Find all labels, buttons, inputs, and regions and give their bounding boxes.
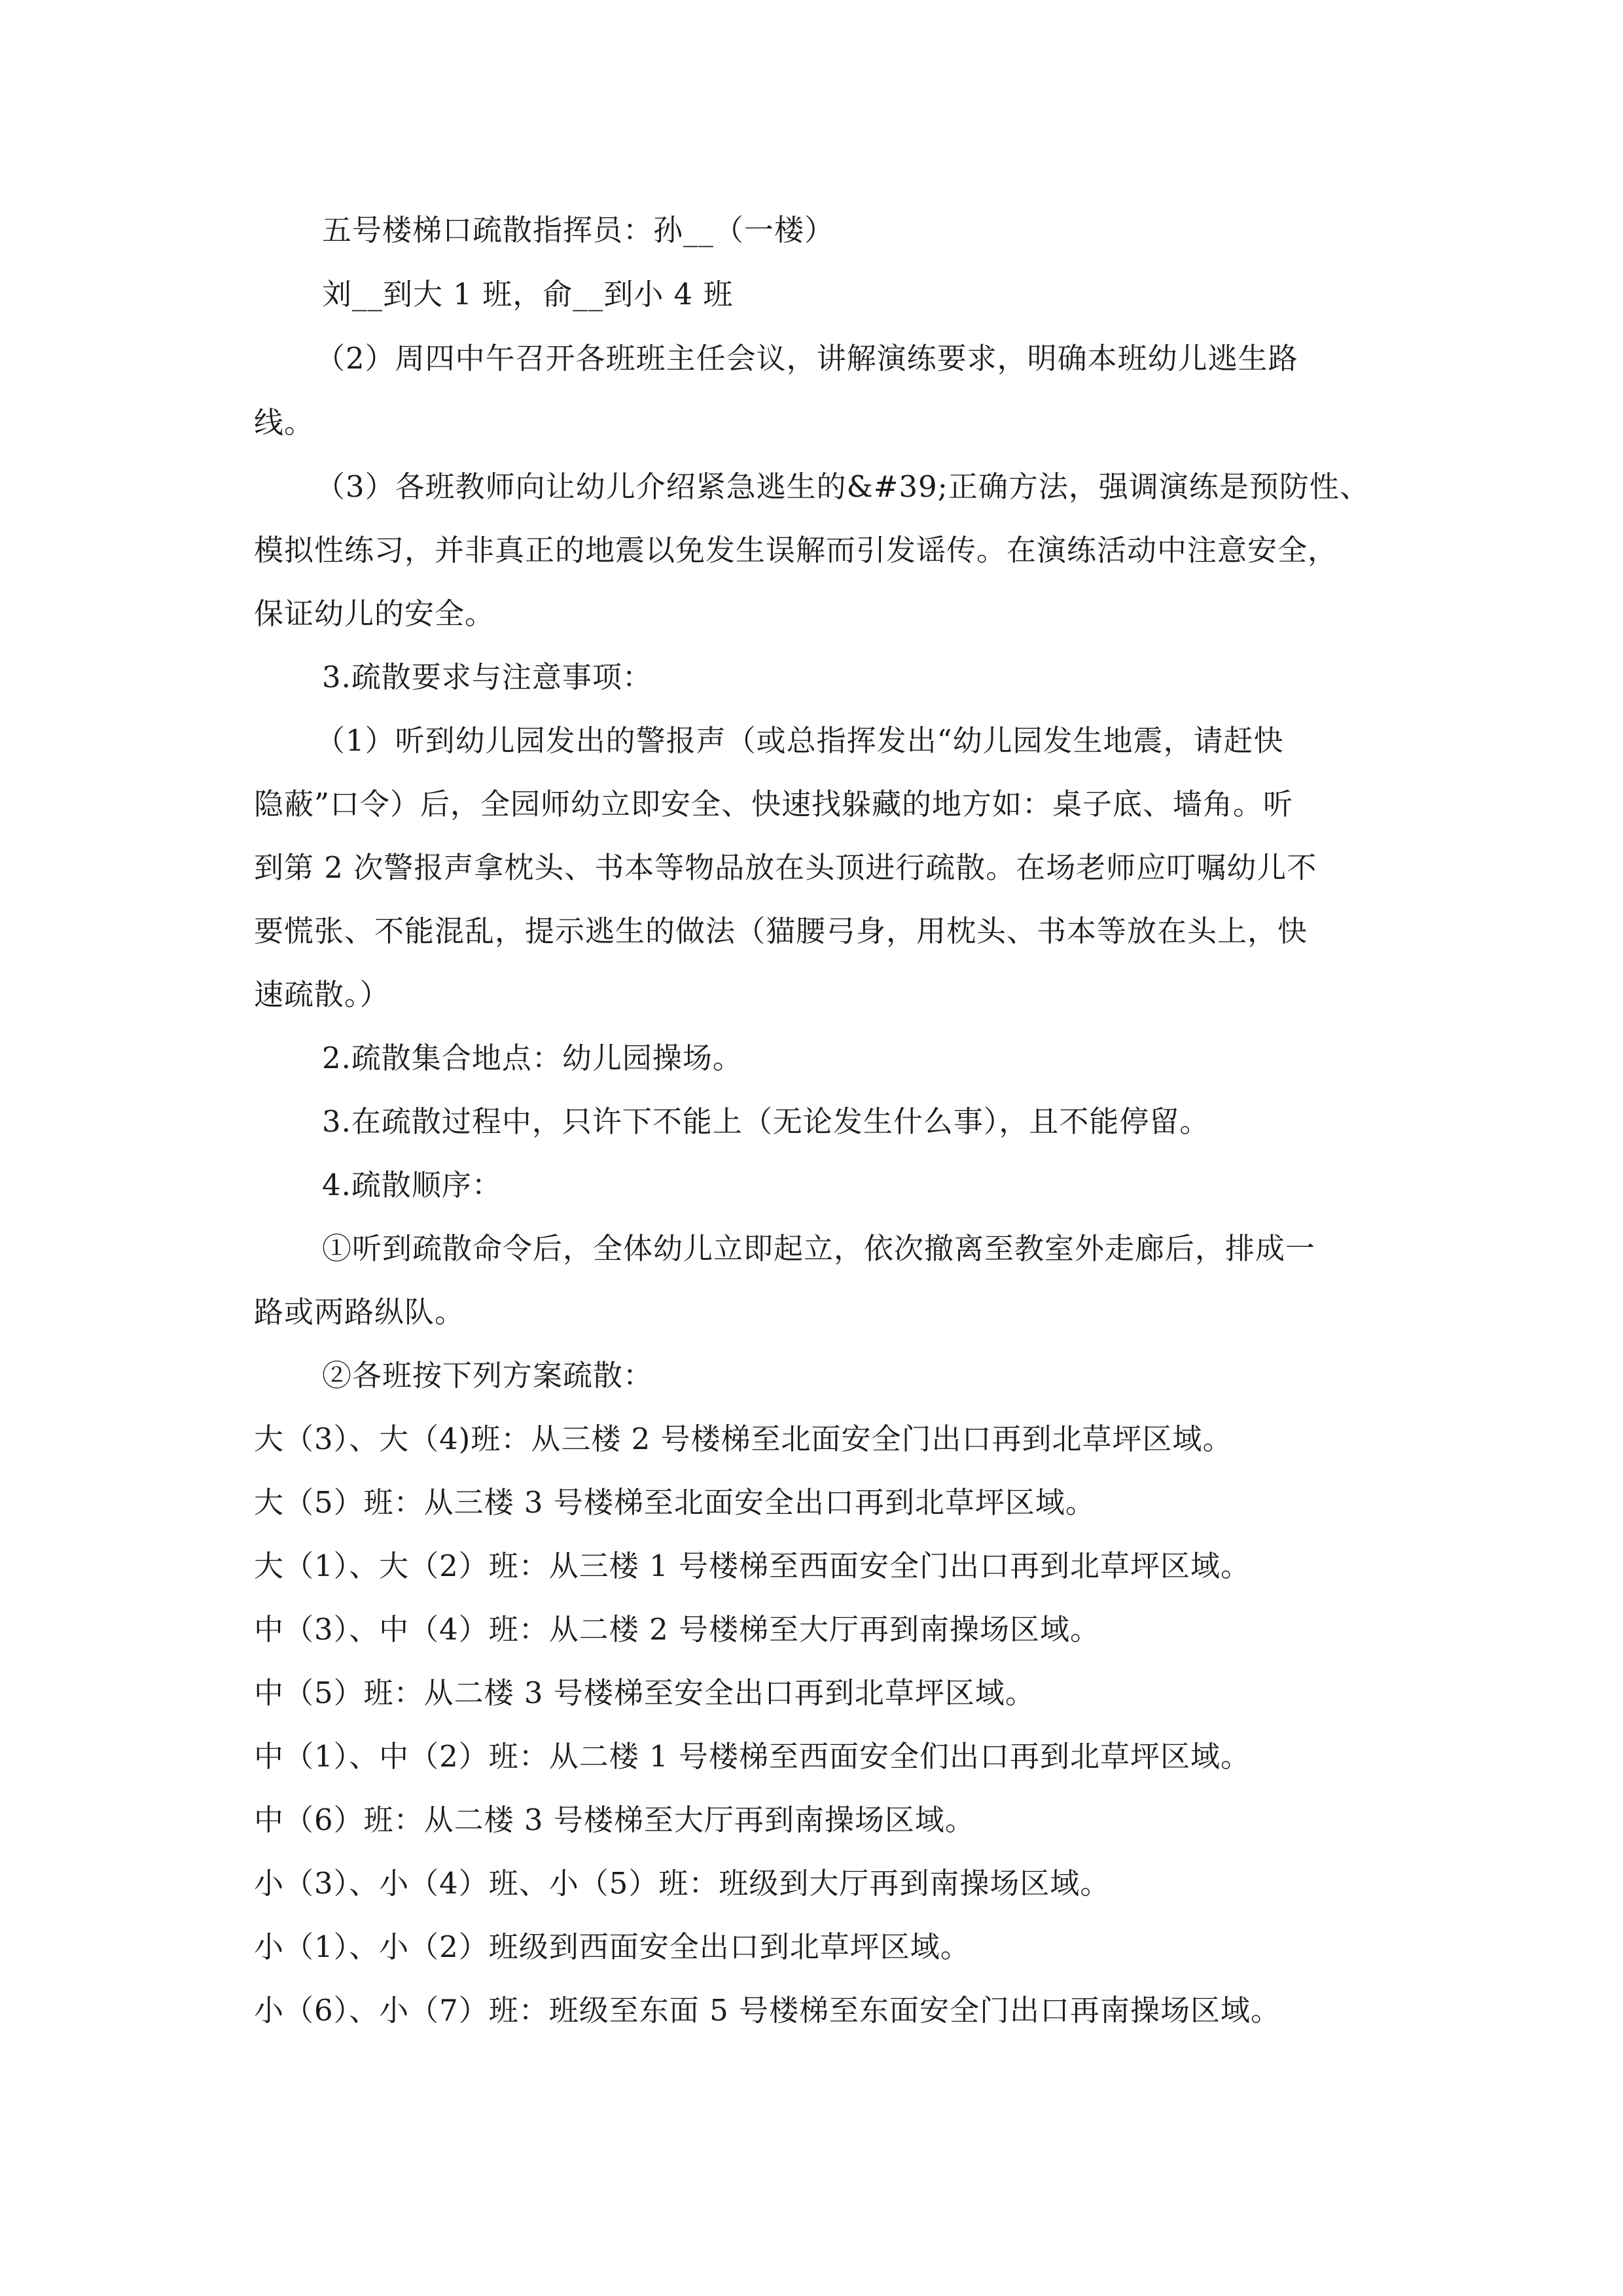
paragraph-line: 到第 2 次警报声拿枕头、书本等物品放在头顶进行疏散。在场老师应叮嘱幼儿不 <box>254 850 1317 885</box>
paragraph-line: ②各班按下列方案疏散： <box>322 1358 654 1393</box>
list-item: 小（3）、小（4）班、小（5）班：班级到大厅再到南操场区域。 <box>254 1866 1111 1901</box>
list-item: 中（5）班：从二楼 3 号楼梯至安全出口再到北草坪区域。 <box>254 1676 1035 1710</box>
paragraph-line: 模拟性练习，并非真正的地震以免发生误解而引发谣传。在演练活动中注意安全， <box>254 533 1338 567</box>
list-item: 大（1）、大（2）班：从三楼 1 号楼梯至西面安全门出口再到北草坪区域。 <box>254 1549 1251 1583</box>
list-item: 小（6）、小（7）班：班级至东面 5 号楼梯至东面安全门出口再南操场区域。 <box>254 1993 1281 2028</box>
paragraph-line: 隐蔽”口令）后，全园师幼立即安全、快速找躲藏的地方如：桌子底、墙角。听 <box>254 787 1294 821</box>
paragraph-line: （3）各班教师向让幼儿介绍紧急逃生的&#39;正确方法，强调演练是预防性、 <box>315 469 1370 504</box>
paragraph-line: 刘__到大 1 班，俞__到小 4 班 <box>322 277 734 312</box>
paragraph-line: 要慌张、不能混乱，提示逃生的做法（猫腰弓身，用枕头、书本等放在头上，快 <box>254 914 1308 948</box>
section-heading: 4.疏散顺序： <box>322 1168 502 1202</box>
paragraph-line: ①听到疏散命令后，全体幼儿立即起立，依次撤离至教室外走廊后，排成一 <box>322 1231 1316 1266</box>
list-item: 中（1）、中（2）班：从二楼 1 号楼梯至西面安全们出口再到北草坪区域。 <box>254 1739 1251 1774</box>
paragraph-line: 五号楼梯口疏散指挥员：孙__（一楼） <box>322 213 835 247</box>
paragraph-line: （2）周四中午召开各班班主任会议，讲解演练要求，明确本班幼儿逃生路 <box>315 341 1298 376</box>
section-heading: 3.疏散要求与注意事项： <box>322 660 652 694</box>
paragraph-line: 线。 <box>254 405 315 440</box>
list-item: 中（3）、中（4）班：从二楼 2 号楼梯至大厅再到南操场区域。 <box>254 1612 1101 1647</box>
list-item: 中（6）班：从二楼 3 号楼梯至大厅再到南操场区域。 <box>254 1803 975 1837</box>
list-item: 大（5）班：从三楼 3 号楼梯至北面安全出口再到北草坪区域。 <box>254 1485 1096 1520</box>
paragraph-line: 路或两路纵队。 <box>254 1295 465 1329</box>
paragraph-line: 3.在疏散过程中，只许下不能上（无论发生什么事），且不能停留。 <box>322 1104 1210 1139</box>
paragraph-line: 速疏散。） <box>254 977 390 1012</box>
list-item: 小（1）、小（2）班级到西面安全出口到北草坪区域。 <box>254 1929 971 1964</box>
paragraph-line: （1）听到幼儿园发出的警报声（或总指挥发出“幼儿园发生地震，请赶快 <box>315 723 1284 758</box>
paragraph-line: 2.疏散集合地点：幼儿园操场。 <box>322 1041 743 1075</box>
paragraph-line: 保证幼儿的安全。 <box>254 596 495 631</box>
list-item: 大（3）、大（4)班：从三楼 2 号楼梯至北面安全门出口再到北草坪区域。 <box>254 1422 1233 1456</box>
